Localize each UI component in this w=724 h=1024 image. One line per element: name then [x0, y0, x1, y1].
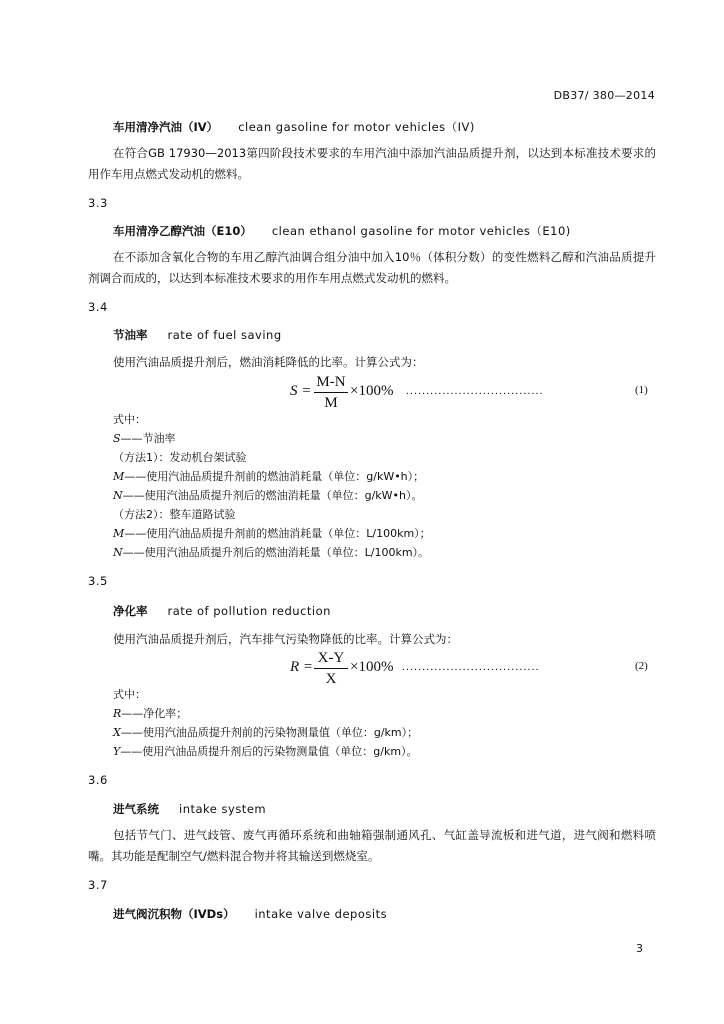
term-pollution-reduction-rate	[113, 603, 331, 619]
formula-intro: 使用汽油品质提升剂后，燃油消耗降低的比率。计算公式为：	[113, 355, 424, 369]
document-code: DB37/ 380—2014	[553, 89, 655, 102]
page-number: 3	[636, 942, 643, 955]
term-cn: 车用清净汽油（IV）	[113, 120, 219, 134]
where-item: （方法2）：整车道路试验	[113, 508, 236, 521]
where-item: S——节油率	[113, 432, 176, 445]
term-en: clean gasoline for motor vehicles（IV)	[238, 120, 475, 134]
term-cn: 车用清净乙醇汽油（E10）	[113, 224, 252, 238]
term-en: rate of fuel saving	[167, 328, 282, 342]
formula-fraction	[314, 373, 348, 412]
term-cn: 进气系统	[113, 802, 159, 816]
definition-paragraph: 在不添加含氧化合物的车用乙醇汽油调合组分油中加入10％（体积分数）的变性燃料乙醇和汽油品质提升剂调合而成的，以达到本标准技术要求的用作车用点燃式发动机的燃料。	[88, 250, 656, 285]
term-en: intake system	[179, 802, 267, 816]
leader-dots: ..................................	[406, 385, 544, 397]
term-fuel-saving-rate	[113, 327, 282, 343]
where-item: Y——使用汽油品质提升剂后的污染物测量值（单位：g/km）。	[113, 745, 418, 758]
where-list-2	[113, 685, 418, 761]
where-title: 式中：	[113, 688, 146, 701]
term-en: clean ethanol gasoline for motor vehicles（E10)	[271, 224, 571, 238]
formula-fraction	[314, 649, 348, 688]
denominator: X	[325, 671, 337, 687]
section-number: 3.3	[88, 196, 108, 210]
term-en: intake valve deposits	[254, 907, 388, 921]
term-cn: 进气阀沉积物（IVDs）	[113, 907, 235, 921]
where-item: N——使用汽油品质提升剂后的燃油消耗量（单位：g/kW•h）。	[113, 489, 423, 502]
term-clean-gasoline	[113, 119, 475, 135]
leader-dots: ..................................	[402, 661, 540, 673]
where-item: R——净化率；	[113, 707, 188, 720]
term-cn: 节油率	[113, 328, 148, 342]
where-item: M——使用汽油品质提升剂前的燃油消耗量（单位：L/100km）；	[113, 527, 431, 540]
term-clean-ethanol-gasoline	[113, 223, 571, 239]
term-intake-valve-deposits	[113, 906, 387, 922]
formula-intro: 使用汽油品质提升剂后，汽车排气污染物降低的比率。计算公式为：	[113, 632, 458, 646]
formula-multiplier: ×100%	[350, 659, 394, 675]
section-number: 3.4	[88, 300, 108, 314]
denominator: M	[324, 395, 338, 411]
equation-number: (2)	[635, 660, 648, 672]
formula-1	[290, 373, 652, 415]
numerator: X-Y	[317, 650, 345, 666]
where-item: N——使用汽油品质提升剂后的燃油消耗量（单位：L/100km）。	[113, 546, 430, 559]
formula-multiplier: ×100%	[350, 383, 394, 399]
fraction-bar	[314, 668, 348, 669]
numerator: M-N	[316, 374, 346, 390]
term-en: rate of pollution reduction	[167, 604, 331, 618]
where-title: 式中：	[113, 413, 146, 426]
definition-paragraph: 包括节气门、进气歧管、废气再循环系统和曲轴箱强制通风孔、气缸盖导流板和进气道，进气阀和燃料喷嘴。其功能是配制空气/燃料混合物并将其输送到燃烧室。	[88, 828, 656, 863]
section-number: 3.5	[88, 574, 108, 588]
where-item: M——使用汽油品质提升剂前的燃油消耗量（单位：g/kW•h）；	[113, 470, 425, 483]
equation-number: (1)	[635, 384, 648, 396]
formula-lhs: R =	[290, 659, 314, 675]
section-number: 3.6	[88, 773, 108, 787]
where-list-1	[113, 410, 431, 562]
term-cn: 净化率	[113, 604, 148, 618]
term-intake-system	[113, 801, 266, 817]
section-number: 3.7	[88, 878, 108, 892]
where-item: （方法1）：发动机台架试验	[113, 451, 247, 464]
where-item: X——使用汽油品质提升剂前的污染物测量值（单位：g/km）；	[113, 726, 419, 739]
fraction-bar	[314, 392, 348, 393]
formula-lhs: S =	[290, 383, 312, 399]
definition-paragraph: 在符合GB 17930—2013第四阶段技术要求的车用汽油中添加汽油品质提升剂，以达到本标准技术要求的用作车用点燃式发动机的燃料。	[88, 146, 656, 181]
